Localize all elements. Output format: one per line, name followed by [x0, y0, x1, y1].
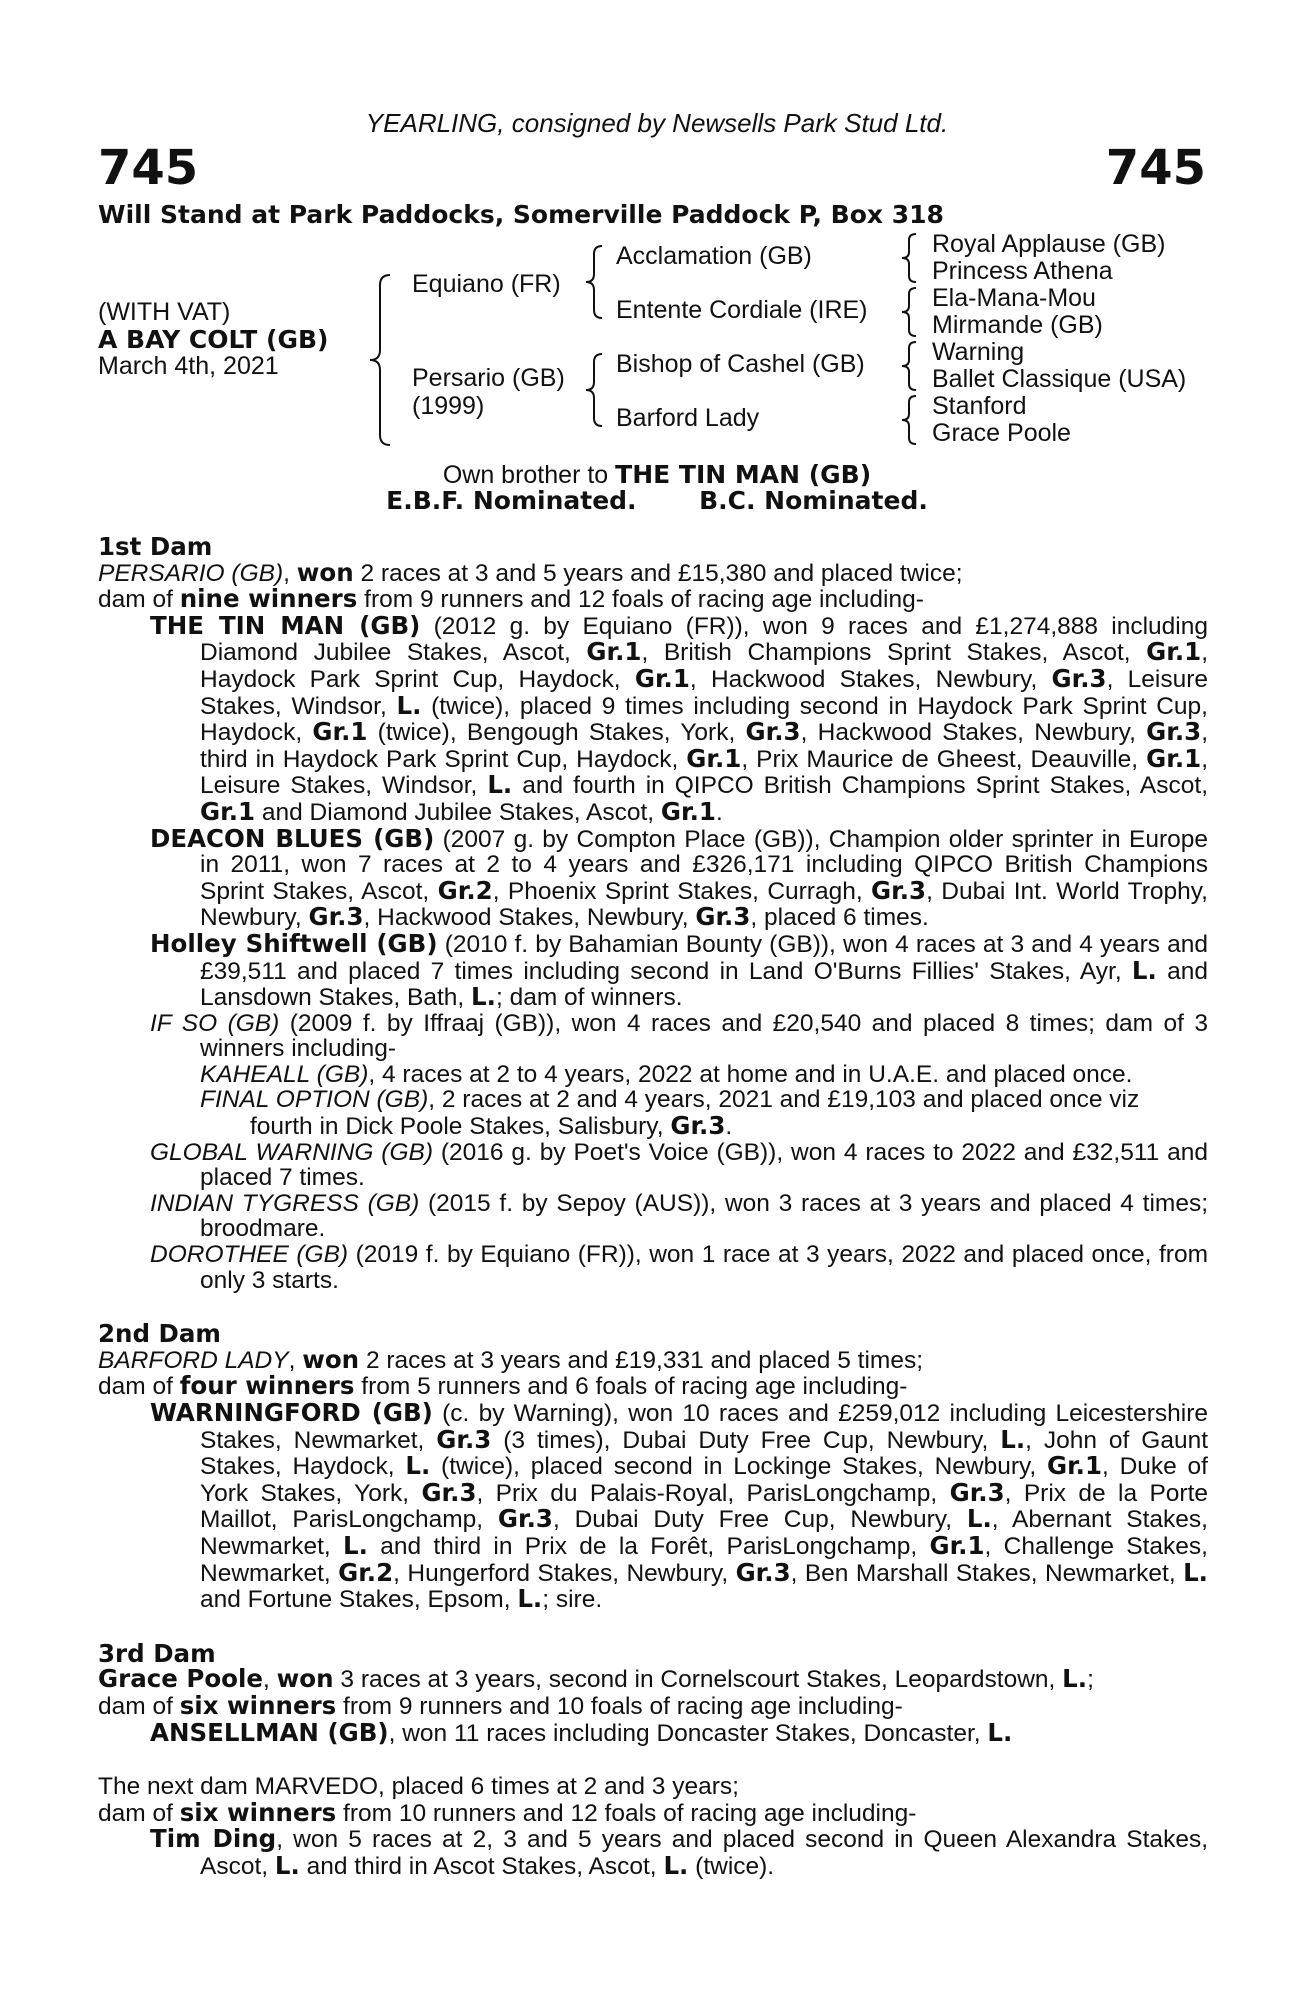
gg-7: Stanford — [932, 392, 1027, 420]
first-dam-record: PERSARIO (GB), won 2 races at 3 and 5 years and £15,380 and placed twice; — [98, 557, 963, 587]
sire: Equiano (FR) — [412, 270, 561, 298]
produce-global-warning: GLOBAL WARNING (GB) (2016 g. by Poet's Voice (GB)), won 4 races to 2022 and £32,511 and placed 7 times. — [150, 1138, 1209, 1192]
third-dam-heading: 3rd Dam — [98, 1638, 216, 1668]
third-dam-record: Grace Poole, won 3 races at 3 years, second in Cornelscourt Stakes, Leopardstown, L.; — [98, 1664, 1094, 1694]
grandproduce-final-option: FINAL OPTION (GB), 2 races at 2 and 4 years, 2021 and £19,103 and placed once viz fourth in Dick Poole Stakes, Salisbury, Gr.3. — [200, 1086, 1140, 1141]
gg-5: Warning — [932, 338, 1025, 366]
produce-deacon-blues: DEACON BLUES (GB) (2007 g. by Compton Place (GB)), Champion older sprinter in Europe in 2011, won 7 races at 2 to 4 years and £326,171 including QIPCO British Champions Sprint Stakes, Ascot, Gr.2, Phoenix Sprint Stakes, Curragh, Gr.3, Dubai Int. World Trophy, Newbury, Gr.3, Hackwood Stakes, Newbury, Gr.3, placed 6 times. — [150, 823, 1208, 932]
own-brother-name: THE TIN MAN (GB) — [615, 460, 872, 489]
gg-4: Mirmande (GB) — [932, 311, 1103, 339]
first-dam-heading: 1st Dam — [98, 532, 213, 561]
lot-number-right: 745 — [1105, 140, 1206, 196]
fourth-dam-record: The next dam MARVEDO, placed 6 times at 2 and 3 years; — [98, 1773, 739, 1801]
pedigree-brace-dam — [580, 350, 610, 430]
grandproduce-kaheall: KAHEALL (GB), 4 races at 2 to 4 years, 2022 at home and in U.A.E. and placed once. — [200, 1060, 1133, 1088]
gg-1: Royal Applause (GB) — [932, 230, 1166, 258]
gg-6: Ballet Classique (USA) — [932, 365, 1187, 393]
third-dam-produce: dam of six winners from 9 runners and 10 foals of racing age including- — [98, 1690, 903, 1720]
dam-dam: Barford Lady — [616, 404, 760, 432]
produce-tim-ding: Tim Ding, won 5 races at 2, 3 and 5 years and placed second in Queen Alexandra Stakes, Ascot, L. and third in Ascot Stakes, Ascot, L. (twice). — [150, 1824, 1208, 1880]
bc-nomination: B.C. Nominated. — [699, 486, 928, 515]
sire-dam: Entente Cordiale (IRE) — [616, 296, 868, 324]
stand-location: Will Stand at Park Paddocks, Somerville Paddock P, Box 318 — [98, 200, 944, 229]
gg-8: Grace Poole — [932, 419, 1071, 447]
dam: Persario (GB) — [412, 364, 565, 392]
produce-indian-tygress: INDIAN TYGRESS (GB) (2015 f. by Sepoy (AUS)), won 3 races at 3 years and placed 4 times; broodmare. — [150, 1189, 1208, 1243]
pedigree-body — [98, 534, 1208, 1880]
produce-the-tin-man: THE TIN MAN (GB) (2012 g. by Equiano (FR)), won 9 races and £1,274,888 including Diamond Jubilee Stakes, Ascot, Gr.1, British Champions Sprint Stakes, Ascot, Gr.1, Haydock Park Sprint Cup, Haydock, Gr.1, Hackwood Stakes, Newbury, Gr.3, Leisure Stakes, Windsor, L. (twice), placed 9 times including second in Haydock Park Sprint Cup, Haydock, Gr.1 (twice), Bengough Stakes, York, Gr.3, Hackwood Stakes, Newbury, Gr.3, third in Haydock Park Sprint Cup, Haydock, Gr.1, Prix Maurice de Gheest, Deauville, Gr.1, Leisure Stakes, Windsor, L. and fourth in QIPCO British Champions Sprint Stakes, Ascot, Gr.1 and Diamond Jubilee Stakes, Ascot, Gr.1. — [150, 610, 1208, 826]
pedigree-brace-sire — [580, 242, 610, 322]
pedigree-braces-gg — [896, 230, 922, 454]
produce-ansellman: ANSELLMAN (GB), won 11 races including Doncaster Stakes, Doncaster, L. — [150, 1717, 1013, 1747]
second-dam-record: BARFORD LADY, won 2 races at 3 years and £19,331 and placed 5 times; — [98, 1344, 923, 1374]
pedigree-brace-main — [360, 270, 400, 450]
lot-number-left: 745 — [98, 140, 199, 196]
produce-warningford: WARNINGFORD (GB) (c. by Warning), won 10 races and £259,012 including Leicestershire Stakes, Newmarket, Gr.3 (3 times), Dubai Duty Free Cup, Newbury, L., John of Gaunt Stakes, Haydock, L. (twice), placed second in Lockinge Stakes, Newbury, Gr.1, Duke of York Stakes, York, Gr.3, Prix du Palais-Royal, ParisLongchamp, Gr.3, Prix de la Porte Maillot, ParisLongchamp, Gr.3, Dubai Duty Free Cup, Newbury, L., Abernant Stakes, Newmarket, L. and third in Prix de la Forêt, ParisLongchamp, Gr.1, Challenge Stakes, Newmarket, Gr.2, Hungerford Stakes, Newbury, Gr.3, Ben Marshall Stakes, Newmarket, L. and Fortune Stakes, Epsom, L.; sire. — [150, 1398, 1209, 1614]
produce-dorothee: DOROTHEE (GB) (2019 f. by Equiano (FR)), won 1 race at 3 years, 2022 and placed once, from only 3 starts. — [150, 1241, 1208, 1294]
first-dam-produce: dam of nine winners from 9 runners and 12 foals of racing age including- — [98, 584, 924, 614]
second-dam-produce: dam of four winners from 5 runners and 6 foals of racing age including- — [98, 1371, 908, 1401]
vat-note: (WITH VAT) — [98, 298, 231, 326]
own-brother-line: Own brother to THE TIN MAN (GB) — [442, 460, 872, 489]
consignment-line: YEARLING, consigned by Newsells Park Stud Ltd. — [365, 108, 949, 138]
dam-year: (1999) — [412, 392, 485, 420]
ebf-nomination: E.B.F. Nominated. — [386, 486, 637, 515]
sire-sire: Acclamation (GB) — [616, 242, 812, 270]
foaling-date: March 4th, 2021 — [98, 352, 279, 380]
nominations-line — [0, 486, 1314, 516]
dam-sire: Bishop of Cashel (GB) — [616, 350, 865, 378]
fourth-dam-produce: dam of six winners from 10 runners and 12 foals of racing age including- — [98, 1797, 917, 1827]
horse-name: A BAY COLT (GB) — [98, 325, 329, 354]
gg-2: Princess Athena — [932, 257, 1113, 285]
second-dam-heading: 2nd Dam — [98, 1319, 221, 1349]
gg-3: Ela-Mana-Mou — [932, 284, 1096, 312]
produce-holley-shiftwell: Holley Shiftwell (GB) (2010 f. by Bahamian Bounty (GB)), won 4 races at 3 and 4 years and £39,511 and placed 7 times including second in Land O'Burns Fillies' Stakes, Ayr, L. and Lansdown Stakes, Bath, L.; dam of winners. — [150, 928, 1208, 1012]
produce-if-so: IF SO (GB) (2009 f. by Iffraaj (GB)), won 4 races and £20,540 and placed 8 times; dam of 3 winners including- — [150, 1009, 1208, 1063]
